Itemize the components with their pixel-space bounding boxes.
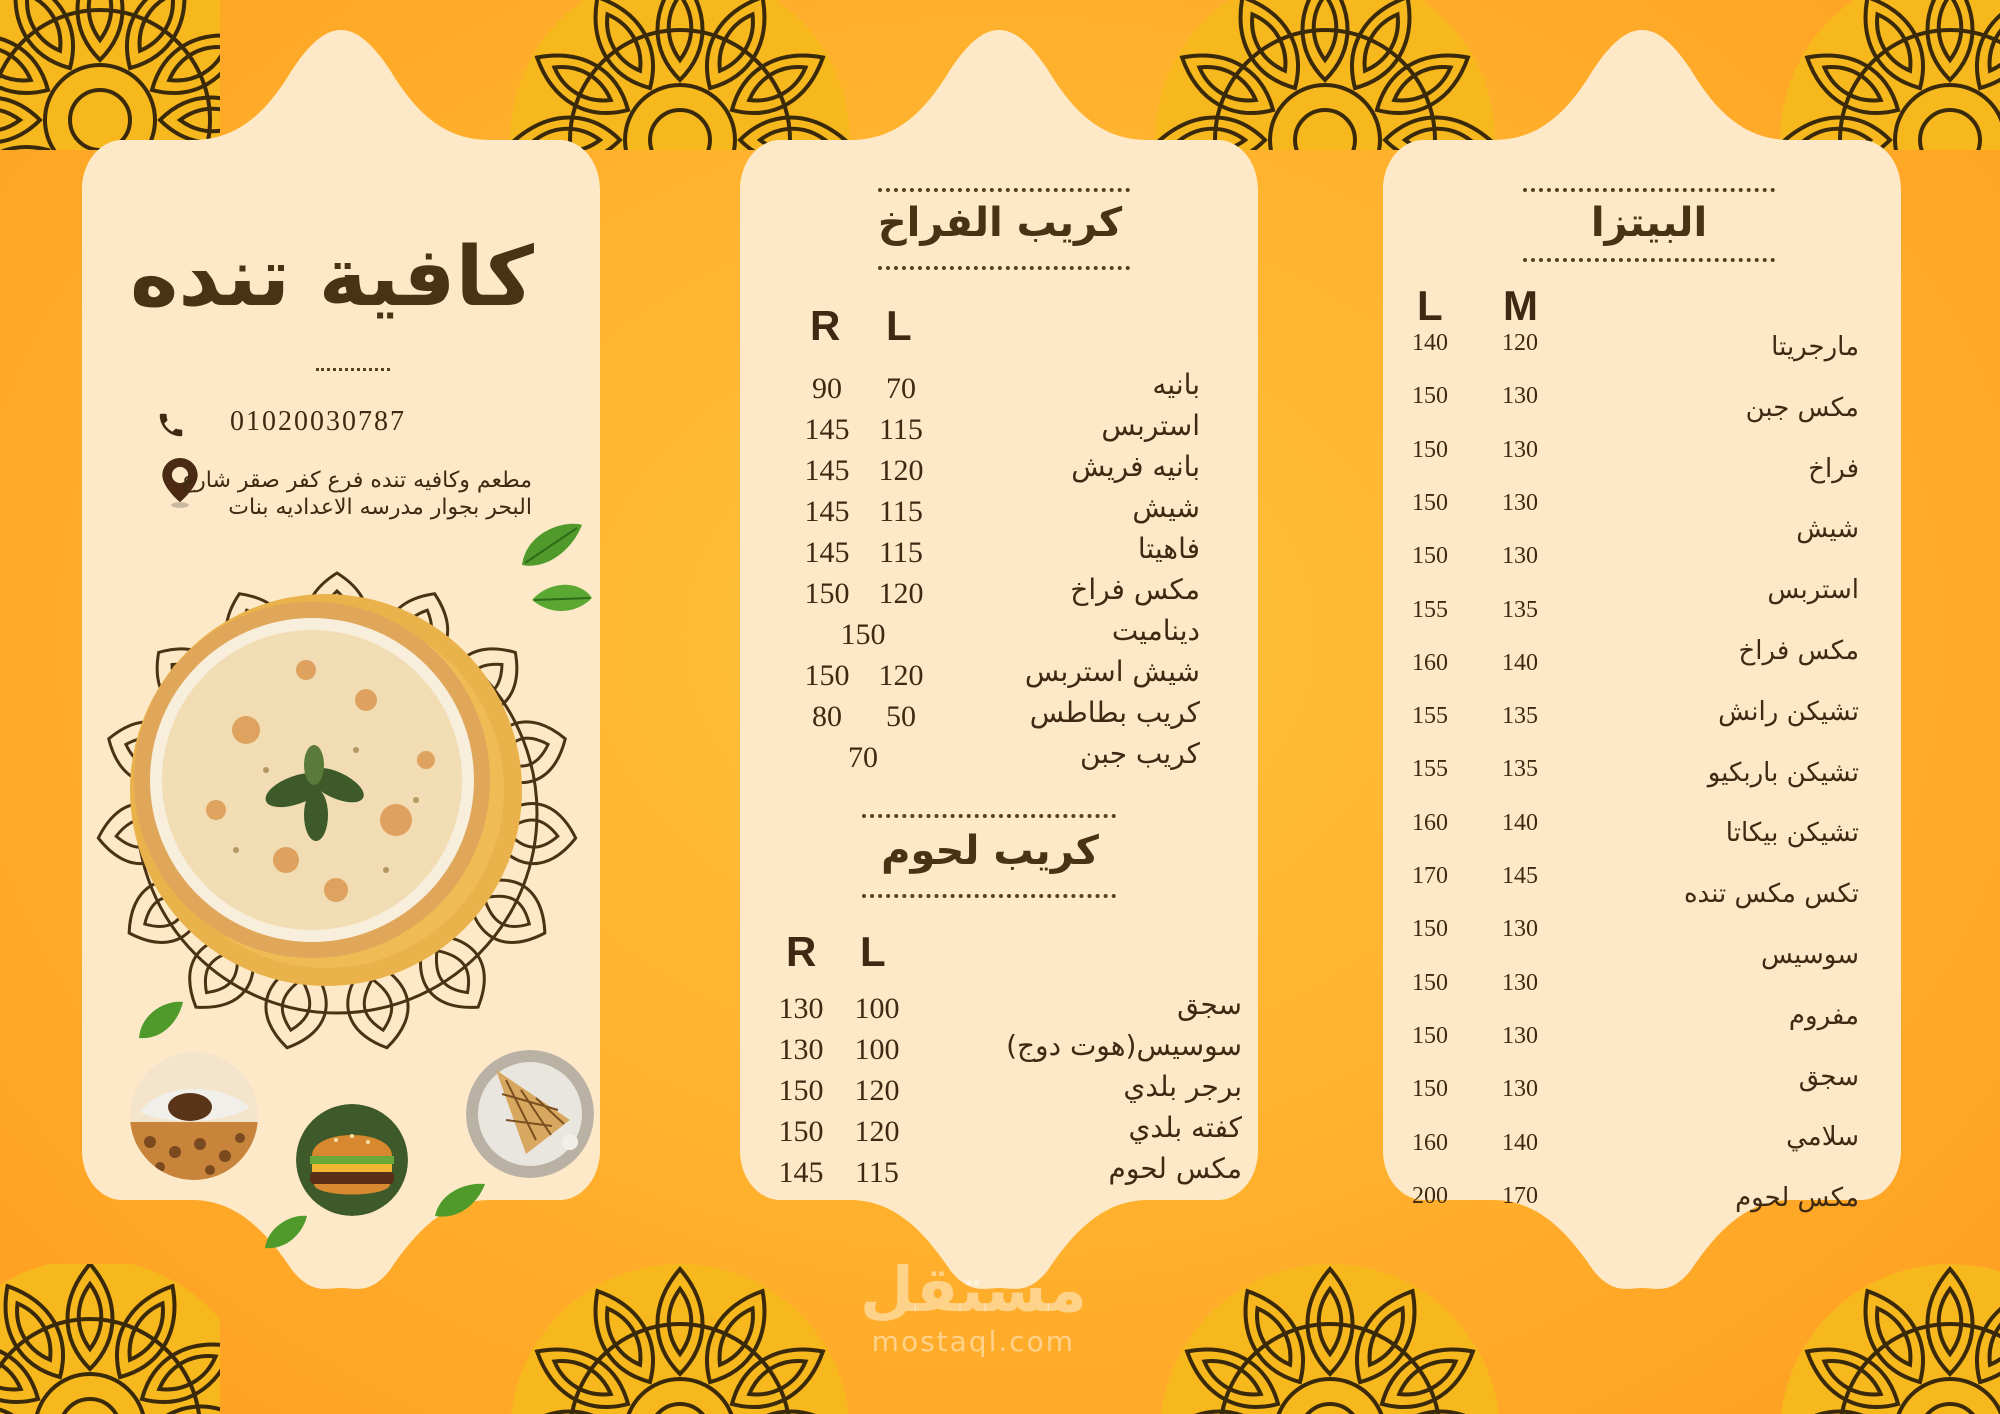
menu-item-price-m: 135 [1502,756,1538,783]
menu-item-price-l: 120 [878,454,924,487]
menu-item-price-m: 130 [1502,436,1538,463]
leaf-icon [530,580,594,616]
menu-item-name: مكس فراخ [1738,636,1859,666]
crepe-chicken-col-l: L [886,302,912,349]
menu-item-name: استربس [1767,575,1859,606]
section-divider [878,266,1130,270]
brand-divider [316,368,390,371]
menu-row [720,1029,1278,1069]
menu-item-name: سجق [1177,988,1242,1021]
crepe-meat-col-r: R [786,928,817,975]
menu-item-price-m: 140 [1502,1129,1538,1156]
menu-row [720,655,1278,695]
menu-item-price-l: 200 [1412,1182,1448,1209]
watermark [860,1255,1087,1358]
menu-row [720,491,1278,531]
menu-item-name: مفروم [1788,1000,1859,1031]
menu-row [720,450,1278,490]
menu-item-price-m: 130 [1502,1076,1538,1103]
menu-item-price-m: 135 [1502,703,1538,730]
menu-item-price-m: 130 [1502,543,1538,570]
menu-item-price: 70 [848,741,878,774]
menu-item-price-m: 140 [1502,809,1538,836]
dessert-photo [130,1052,258,1180]
leaf-icon [136,998,186,1042]
menu-item-name: برجر بلدي [1123,1070,1242,1103]
menu-item-price-r: 145 [804,454,850,487]
menu-item-name: تشيكن بيكاتا [1725,818,1859,849]
leaf-icon [262,1212,310,1252]
menu-row [720,368,1278,408]
menu-row [720,614,1278,654]
menu-item-price-l: 100 [854,992,900,1025]
menu-item-price-l: 70 [886,372,916,405]
menu-item-name: سوسيس [1761,940,1859,970]
menu-item-price-l: 120 [854,1115,900,1148]
menu-row [720,1152,1278,1192]
menu-item-price-l: 150 [1412,916,1448,943]
menu-item-price-l: 150 [1412,969,1448,996]
menu-item-price-r: 80 [812,700,842,733]
menu-item-price-m: 170 [1502,1182,1538,1209]
menu-item-name: سوسيس(هوت دوج) [1006,1029,1242,1062]
menu-item-name: مارجريتا [1771,332,1859,362]
menu-item-price-r: 90 [812,372,842,405]
menu-item-price-l: 115 [879,413,923,446]
menu-item-name: بانيه [1152,368,1200,401]
menu-item-name: فراخ [1808,453,1859,484]
menu-item-name: شيش [1132,491,1200,524]
menu-item-name: فاهيتا [1137,532,1200,565]
menu-item-price-l: 150 [1412,489,1448,516]
pizza-col-l: L [1417,282,1443,329]
menu-row [720,696,1278,736]
menu-item-price-l: 115 [855,1156,899,1189]
menu-item-price: 150 [840,618,886,651]
menu-item-name: تشيكن رانش [1718,696,1859,727]
menu-item-price-r: 145 [804,495,850,528]
menu-row [720,1111,1278,1151]
menu-item-name: كريب بطاطس [1029,696,1200,729]
phone-number[interactable]: 01020030787 [230,406,406,437]
menu-item-price-m: 130 [1502,1022,1538,1049]
crepe-photo [466,1050,594,1178]
menu-item-price-l: 120 [878,659,924,692]
menu-item-price-l: 155 [1412,596,1448,623]
menu-item-name: ديناميت [1111,614,1200,647]
menu-item-price-r: 150 [778,1074,824,1107]
menu-item-price-l: 140 [1412,330,1448,356]
menu-item-price-l: 120 [854,1074,900,1107]
menu-item-name: شيش [1796,514,1859,545]
watermark-en: mostaql.com [871,1325,1076,1358]
brand-name: كافية تنده [130,230,534,325]
menu-item-price-m: 130 [1502,969,1538,996]
menu-row [720,988,1278,1028]
menu-item-name: تشيكن باربكيو [1707,757,1859,788]
section-divider [1523,188,1775,192]
menu-item-price-l: 50 [886,700,916,733]
watermark-ar: مستقل [860,1253,1087,1326]
menu-item-price-r: 130 [778,992,824,1025]
menu-row [720,1070,1278,1110]
menu-item-price-l: 115 [879,536,923,569]
menu-item-price-r: 150 [804,659,850,692]
menu-item-price-l: 160 [1412,1129,1448,1156]
leaf-icon [517,520,587,570]
address-line-2: البحر بجوار مدرسه الاعداديه بنات [228,495,532,520]
menu-item-name: مكس لحوم [1735,1183,1859,1214]
menu-item-price-l: 155 [1412,756,1448,783]
burger-photo [296,1104,408,1216]
section-divider [862,894,1116,898]
menu-item-name: تكس مكس تنده [1683,879,1859,910]
menu-item-price-m: 130 [1502,916,1538,943]
menu-item-name: استربس [1101,409,1200,442]
menu-row [720,409,1278,449]
menu-item-price-r: 150 [804,577,850,610]
menu-row [720,573,1278,613]
menu-item-price-l: 160 [1412,649,1448,676]
menu-item-name: كريب جبن [1079,737,1200,770]
menu-item-name: كفته بلدي [1128,1111,1242,1144]
crepe-panel [720,20,1278,1298]
crepe-chicken-title: كريب الفراخ [877,200,1123,246]
menu-item-price-m: 135 [1502,596,1538,623]
menu-item-price-l: 115 [879,495,923,528]
menu-item-price-l: 170 [1412,863,1448,889]
section-divider [862,814,1116,818]
menu-item-price-r: 145 [804,413,850,446]
menu-row [720,737,1278,777]
menu-item-price-r: 130 [778,1033,824,1066]
menu-row [720,532,1278,572]
menu-item-price-m: 140 [1502,649,1538,676]
menu-item-price-r: 145 [804,536,850,569]
menu-item-price-r: 145 [778,1156,824,1189]
menu-item-name: سلامي [1786,1122,1859,1153]
menu-item-price-r: 150 [778,1115,824,1148]
pizza-col-m: M [1503,282,1538,329]
brand-panel [62,20,620,1298]
section-divider [1523,258,1775,262]
section-divider [878,188,1130,192]
menu-item-price-m: 145 [1502,863,1538,889]
menu-item-name: شيش استربس [1024,655,1200,688]
menu-item-price-l: 100 [854,1033,900,1066]
menu-item-price-l: 150 [1412,1022,1448,1049]
menu-item-name: مكس جبن [1745,392,1859,423]
menu-item-price-l: 150 [1412,1076,1448,1103]
menu-item-name: مكس فراخ [1070,573,1200,606]
menu-item-price-l: 120 [878,577,924,610]
menu-item-price-m: 130 [1502,489,1538,516]
crepe-meat-title: كريب لحوم [881,828,1099,874]
menu-item-name: بانيه فريش [1071,450,1200,483]
pizza-title: البيتزا [1590,200,1708,246]
pizza-panel [1363,20,1921,1298]
menu-item-price-l: 155 [1412,703,1448,730]
phone-icon[interactable] [156,410,186,440]
menu-item-price-l: 150 [1412,543,1448,570]
pizza-photo [126,590,526,990]
menu-item-price-m: 130 [1502,383,1538,410]
crepe-meat-col-l: L [860,928,886,975]
crepe-chicken-col-r: R [810,302,841,349]
menu-item-price-m: 120 [1502,330,1538,356]
menu-item-name: مكس لحوم [1108,1152,1242,1185]
menu-item-price-l: 150 [1412,436,1448,463]
menu-item-price-l: 160 [1412,809,1448,836]
menu-item-name: سجق [1798,1061,1859,1092]
address-line-1: مطعم وكافيه تنده فرع كفر صقر شارع [182,468,532,493]
menu-item-price-l: 150 [1412,383,1448,410]
leaf-icon [432,1180,488,1220]
